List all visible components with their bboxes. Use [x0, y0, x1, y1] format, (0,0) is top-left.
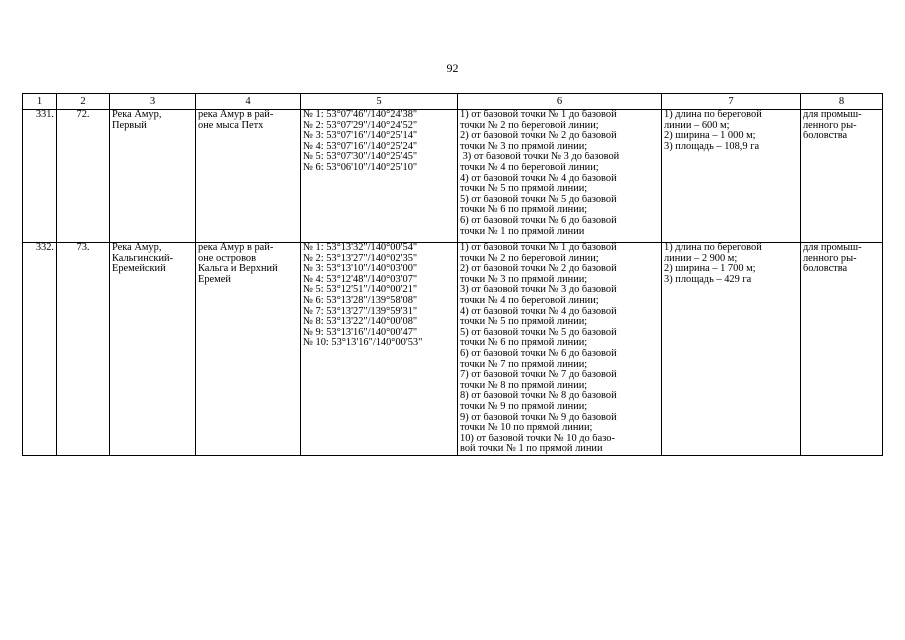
- boundary-line: 1) от базовой точки № 1 до базовой: [460, 110, 617, 120]
- boundary-line: 2) от базовой точки № 2 до базовой: [460, 131, 617, 142]
- area-name-cell: [110, 243, 196, 456]
- location-line: Кальга и Верхний: [198, 264, 278, 275]
- boundary-line: 6) от базовой точки № 6 до базовой: [460, 215, 617, 226]
- boundary-line: 7) от базовой точки № 7 до базовой: [460, 370, 617, 381]
- coordinate-line: № 2: 53°13'27"/140°02'35": [303, 253, 418, 264]
- dimension-line: 2) ширина – 1 700 м;: [664, 264, 756, 275]
- boundary-line: 3) от базовой точки № 3 до базовой: [460, 152, 620, 163]
- boundary-line: точки № 2 по береговой линии;: [460, 253, 599, 264]
- boundary-line: точки № 5 по прямой линии;: [460, 317, 588, 328]
- coordinate-line: № 2: 53°07'29"/140°24'52": [303, 120, 418, 131]
- boundary-line: 8) от базовой точки № 8 до базовой: [460, 391, 617, 402]
- coordinate-line: № 1: 53°13'32"/140°00'54": [303, 243, 418, 253]
- dimension-line: 2) ширина – 1 000 м;: [664, 131, 756, 142]
- table-header-row: [23, 94, 883, 110]
- boundary-line: точки № 5 по прямой линии;: [460, 184, 588, 195]
- location-line: река Амур в рай-: [198, 243, 274, 253]
- dimension-line: 1) длина по береговой: [664, 243, 762, 253]
- boundary-line: 2) от базовой точки № 2 до базовой: [460, 264, 617, 275]
- column-header: 8: [801, 94, 883, 110]
- row-number: 332.: [23, 243, 57, 456]
- boundary-line: 1) от базовой точки № 1 до базовой: [460, 243, 617, 253]
- boundary-line: 9) от базовой точки № 9 до базовой: [460, 412, 617, 423]
- coordinate-line: № 4: 53°12'48"/140°03'07": [303, 274, 418, 285]
- coordinate-line: № 8: 53°13'22"/140°00'08": [303, 317, 418, 328]
- coordinate-line: № 1: 53°07'46"/140°24'38": [303, 110, 418, 120]
- boundary-line: 5) от базовой точки № 5 до базовой: [460, 327, 617, 338]
- page-number: 92: [446, 61, 459, 75]
- coordinate-line: № 3: 53°07'16"/140°25'14": [303, 131, 418, 142]
- column-header: 5: [301, 94, 458, 110]
- coordinate-line: № 5: 53°12'51"/140°00'21": [303, 285, 418, 296]
- boundary-line: вой точки № 1 по прямой линии: [460, 444, 603, 455]
- area-name-line: Кальгинский-: [112, 253, 174, 264]
- coordinate-line: № 3: 53°13'10"/140°03'00": [303, 264, 418, 275]
- boundary-line: 10) от базовой точки № 10 до базо-: [460, 433, 615, 444]
- boundary-line: точки № 9 по прямой линии;: [460, 401, 588, 412]
- coordinate-line: № 6: 53°13'28"/139°58'08": [303, 295, 418, 306]
- table-row: [23, 110, 883, 243]
- boundary-line: точки № 3 по прямой линии;: [460, 141, 588, 152]
- coordinate-line: № 6: 53°06'10"/140°25'10": [303, 162, 418, 173]
- column-header: 4: [196, 94, 301, 110]
- area-name-line: Река Амур,: [112, 110, 162, 120]
- coordinate-line: № 7: 53°13'27"/139°59'31": [303, 306, 418, 317]
- coordinates-cell: [301, 110, 458, 243]
- boundary-line: точки № 1 по прямой линии: [460, 226, 585, 237]
- dimensions-cell: [662, 110, 801, 243]
- location-line: река Амур в рай-: [198, 110, 274, 120]
- boundary-line: 6) от базовой точки № 6 до базовой: [460, 348, 617, 359]
- purpose-line: боловства: [803, 131, 848, 142]
- boundary-line: точки № 4 по береговой линии;: [460, 295, 599, 306]
- table-row: [23, 243, 883, 456]
- boundary-line: точки № 6 по прямой линии;: [460, 205, 588, 216]
- boundary-line: 5) от базовой точки № 5 до базовой: [460, 194, 617, 205]
- dimension-line: линии – 2 900 м;: [664, 253, 738, 264]
- area-name-cell: [110, 110, 196, 243]
- column-header: 6: [458, 94, 662, 110]
- boundary-line: точки № 10 по прямой линии;: [460, 423, 593, 434]
- boundary-line: 4) от базовой точки № 4 до базовой: [460, 306, 617, 317]
- location-line: оне островов: [198, 253, 257, 264]
- coordinate-line: № 5: 53°07'30"/140°25'45": [303, 152, 418, 163]
- boundary-line: точки № 6 по прямой линии;: [460, 338, 588, 349]
- boundary-line: точки № 4 по береговой линии;: [460, 162, 599, 173]
- dimension-line: 3) площадь – 429 га: [664, 274, 752, 285]
- column-header: 2: [57, 94, 110, 110]
- area-name-line: Первый: [112, 120, 147, 131]
- boundary-line: точки № 7 по прямой линии;: [460, 359, 588, 370]
- row-number: 331.: [23, 110, 57, 243]
- location-cell: [196, 110, 301, 243]
- boundaries-cell: [458, 243, 662, 456]
- dimension-line: 1) длина по береговой: [664, 110, 762, 120]
- dimension-line: линии – 600 м;: [664, 120, 730, 131]
- location-line: Еремей: [198, 274, 231, 285]
- column-header: 7: [662, 94, 801, 110]
- purpose-line: боловства: [803, 264, 848, 275]
- column-header: 3: [110, 94, 196, 110]
- purpose-line: для промыш-: [803, 243, 862, 253]
- area-name-line: Еремейский: [112, 264, 166, 275]
- purpose-line: ленного ры-: [803, 120, 857, 131]
- location-cell: [196, 243, 301, 456]
- coordinate-line: № 10: 53°13'16"/140°00'53": [303, 338, 423, 349]
- area-number: 73.: [57, 243, 110, 456]
- area-name-line: Река Амур,: [112, 243, 162, 253]
- boundary-line: точки № 3 по прямой линии;: [460, 274, 588, 285]
- column-header: 1: [23, 94, 57, 110]
- purpose-cell: [801, 243, 883, 456]
- purpose-line: для промыш-: [803, 110, 862, 120]
- coordinate-line: № 9: 53°13'16"/140°00'47": [303, 327, 418, 338]
- fishing-areas-table: [22, 93, 883, 456]
- dimension-line: 3) площадь – 108,9 га: [664, 141, 760, 152]
- area-number: 72.: [57, 110, 110, 243]
- coordinates-cell: [301, 243, 458, 456]
- location-line: оне мыса Петх: [198, 120, 264, 131]
- purpose-line: ленного ры-: [803, 253, 857, 264]
- boundary-line: точки № 2 по береговой линии;: [460, 120, 599, 131]
- boundary-line: 4) от базовой точки № 4 до базовой: [460, 173, 617, 184]
- purpose-cell: [801, 110, 883, 243]
- boundary-line: 3) от базовой точки № 3 до базовой: [460, 285, 617, 296]
- boundary-line: точки № 8 по прямой линии;: [460, 380, 588, 391]
- boundaries-cell: [458, 110, 662, 243]
- coordinate-line: № 4: 53°07'16"/140°25'24": [303, 141, 418, 152]
- dimensions-cell: [662, 243, 801, 456]
